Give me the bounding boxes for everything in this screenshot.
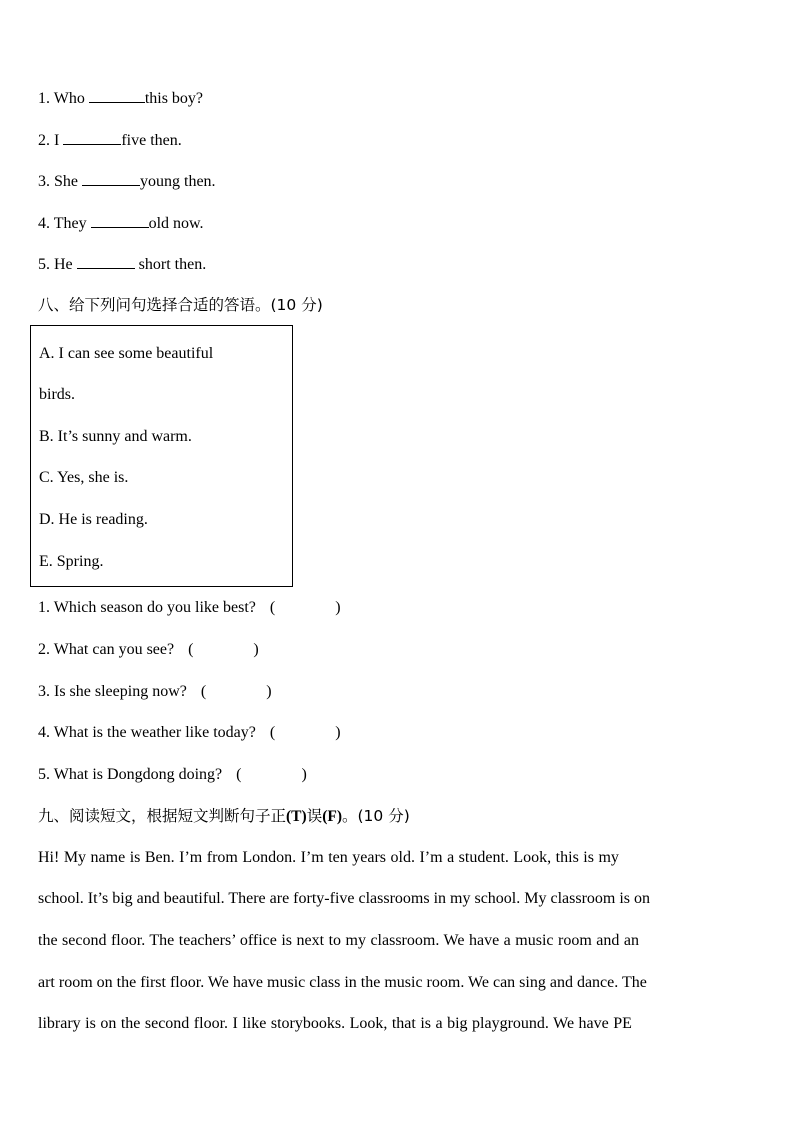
option-c: C. Yes, she is. (39, 469, 129, 486)
answer-blank[interactable] (77, 254, 135, 269)
question-4: 4. What is the weather like today? ( ) (38, 724, 341, 741)
passage-line-1: Hi! My name is Ben. I’m from London. I’m ten years old. I’m a student. Look, this is my (38, 849, 619, 866)
option-b: B. It’s sunny and warm. (39, 428, 192, 445)
answer-blank[interactable] (89, 88, 145, 103)
passage-line-2: school. It’s big and beautiful. There are forty-five classrooms in my school. My classroom is on (38, 890, 651, 907)
question-3: 3. Is she sleeping now? ( ) (38, 683, 272, 700)
fill-blank-item-3: 3. She young then. (38, 173, 216, 190)
passage-line-5: library is on the second floor. I like storybooks. Look, that is a big playground. We have PE (38, 1015, 632, 1032)
answer-blank[interactable] (91, 213, 149, 228)
fill-blank-item-1: 1. Who this boy? (38, 90, 204, 107)
fill-blank-item-5: 5. He short then. (38, 256, 207, 273)
question-5: 5. What is Dongdong doing? ( ) (38, 766, 307, 783)
option-d: D. He is reading. (39, 511, 148, 528)
option-a-cont: birds. (39, 386, 75, 403)
question-2: 2. What can you see? ( ) (38, 641, 259, 658)
fill-blank-item-4: 4. They old now. (38, 215, 204, 232)
passage-line-3: the second floor. The teachers’ office is next to my classroom. We have a music room and an (38, 932, 639, 949)
section-8-heading: 八、给下列问句选择合适的答语。(10 分) (38, 296, 323, 314)
answer-options-box (30, 325, 293, 587)
passage-line-4: art room on the first floor. We have music class in the music room. We can sing and dance. The (38, 974, 647, 991)
answer-blank[interactable] (82, 171, 140, 186)
fill-blank-item-2: 2. I five then. (38, 132, 182, 149)
question-1: 1. Which season do you like best? ( ) (38, 599, 341, 616)
answer-blank[interactable] (63, 130, 121, 145)
option-a: A. I can see some beautiful (39, 345, 214, 362)
section-9-heading: 九、阅读短文，根据短文判断句子正(T)误(F)。(10 分) (38, 807, 410, 825)
option-e: E. Spring. (39, 553, 104, 570)
